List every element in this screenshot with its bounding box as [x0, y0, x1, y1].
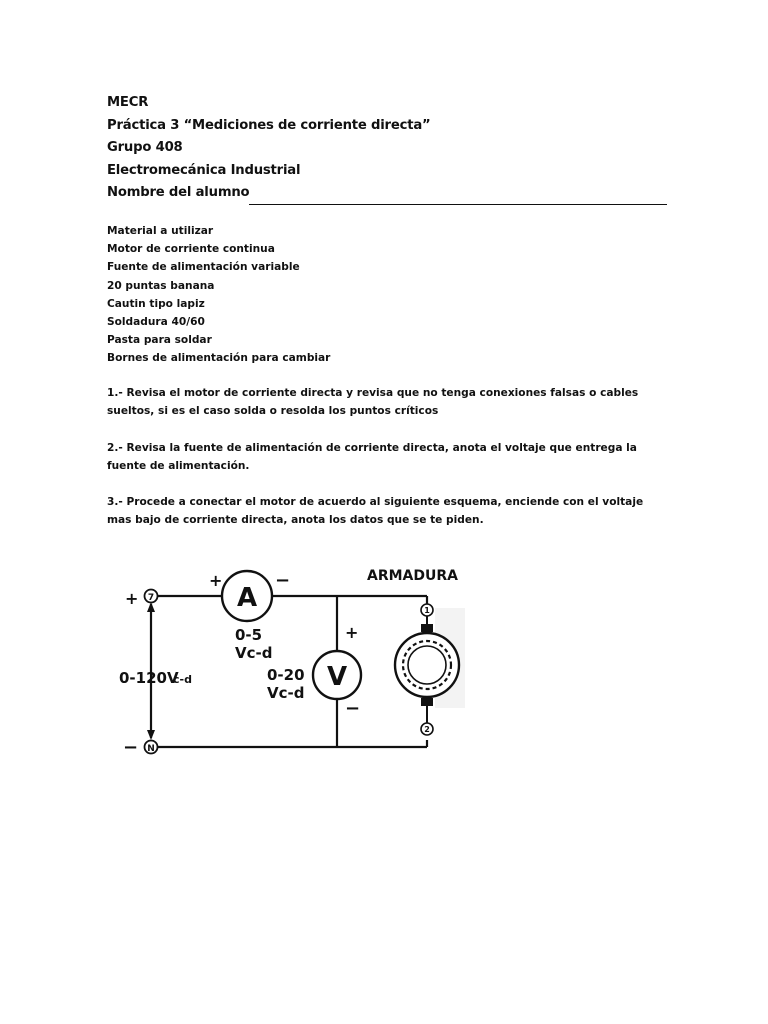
step-3: 3.- Procede a conectar el motor de acuerdo al siguiente esquema, enciende con el voltaje mas bajo de corriente directa, anota los datos que se te piden. — [107, 496, 644, 527]
ammeter-symbol: A — [236, 583, 258, 613]
ammeter-minus: − — [275, 570, 291, 591]
practice-title: Práctica 3 “Mediciones de corriente directa” — [107, 117, 431, 133]
terminal-bottom-label: N — [147, 744, 155, 754]
source-plus: + — [125, 589, 139, 608]
student-name-blank — [249, 190, 667, 205]
circuit-diagram — [105, 548, 465, 778]
material-item: Pasta para soldar — [107, 334, 212, 347]
terminal-top-label: 7 — [147, 593, 155, 603]
voltmeter-unit: Vc-d — [267, 684, 305, 702]
armature-label: ARMADURA — [367, 568, 458, 584]
brush-bottom-icon — [421, 698, 433, 706]
ammeter-plus: + — [209, 571, 223, 590]
material-item: 20 puntas banana — [107, 279, 215, 292]
brush-top-icon — [421, 624, 433, 632]
student-name-label: Nombre del alumno — [107, 185, 250, 200]
course-title: MECR — [107, 95, 149, 110]
motor-terminal-1-label: 1 — [424, 606, 430, 615]
material-item: Bornes de alimentación para cambiar — [107, 352, 331, 365]
voltmeter-range: 0-20 — [267, 666, 305, 684]
step-2: 2.- Revisa la fuente de alimentación de corriente directa, anota el voltaje que entrega la fuente de alimentación. — [107, 442, 637, 473]
voltmeter-plus: + — [345, 623, 359, 642]
material-item: Cautin tipo lapiz — [107, 297, 205, 310]
header-block — [107, 92, 667, 205]
voltmeter-symbol: V — [326, 662, 348, 692]
career-line: Electromecánica Industrial — [107, 162, 301, 178]
group-line: Grupo 408 — [107, 140, 183, 155]
material-item: Soldadura 40/60 — [107, 316, 205, 329]
ammeter-range: 0-5 — [235, 626, 263, 644]
ammeter-unit: Vc-d — [235, 644, 273, 662]
material-item: Fuente de alimentación variable — [107, 261, 300, 274]
motor-terminal-2-label: 2 — [424, 725, 430, 734]
material-item: Motor de corriente continua — [107, 243, 275, 256]
student-name-line — [107, 182, 667, 205]
materials-list — [107, 222, 667, 368]
source-minus: − — [123, 737, 139, 758]
source-unit-label: c-d — [173, 673, 192, 686]
step-1: 1.- Revisa el motor de corriente directa y revisa que no tenga conexiones falsas o cables sueltos, si es el caso solda o resolda los puntos críticos — [107, 387, 639, 418]
circuit-svg — [105, 548, 465, 778]
voltmeter-minus: − — [345, 698, 361, 719]
materials-title: Material a utilizar — [107, 225, 214, 237]
source-voltage-label: 0-120V — [119, 669, 179, 687]
